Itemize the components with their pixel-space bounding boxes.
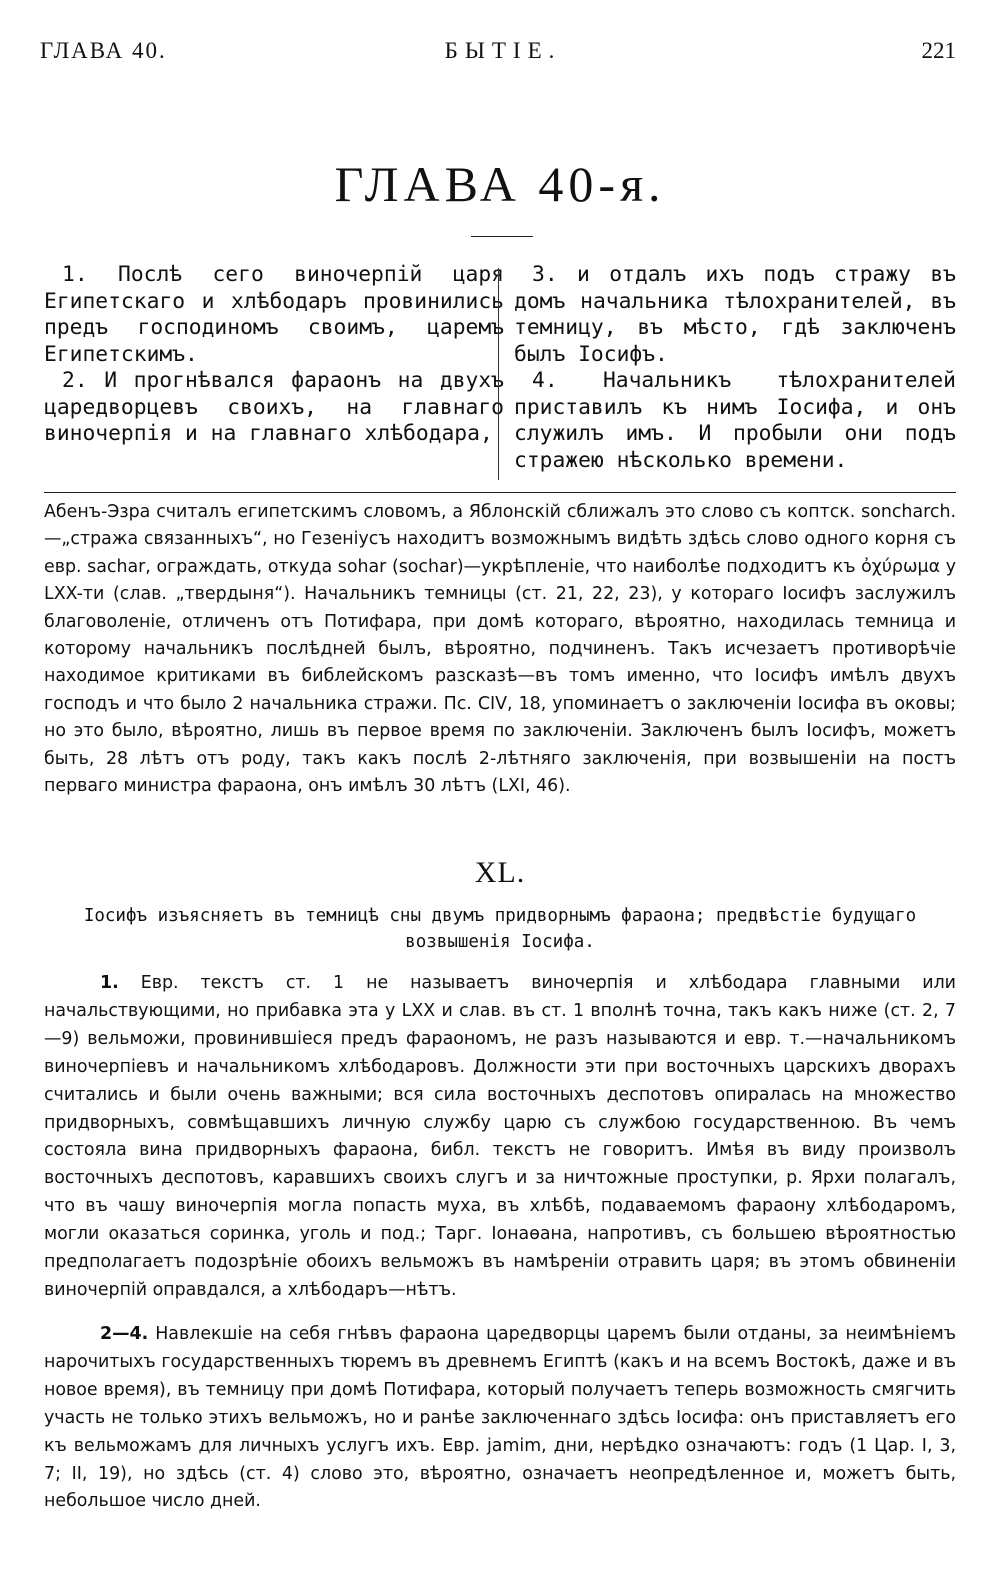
section-numeral: XL. <box>474 856 526 889</box>
verse-columns <box>44 262 956 484</box>
verse-4: 4. Начальникъ тѣлохранителей приставилъ къ нимъ Іосифа, и онъ служилъ имъ. И пробыли они подъ стражею нѣсколько времени. <box>514 368 956 473</box>
commentary-paragraph <box>44 970 956 1305</box>
chapter-title: ГЛАВА 40-я. <box>334 156 666 212</box>
commentary-verse-label: 1. <box>100 973 119 993</box>
running-header-chapter: ГЛАВА 40. <box>40 38 167 63</box>
running-header <box>40 38 956 72</box>
commentary-paragraph <box>44 1321 956 1516</box>
column-divider <box>498 268 499 480</box>
running-header-book: БЫТІЕ. <box>444 38 562 63</box>
verse-column-left <box>44 262 504 448</box>
verse-2: 2. И прогнѣвался фараонъ на двухъ царедворцевъ своихъ, на главнаго виночерпія и на главнаго хлѣбодара, <box>44 368 504 446</box>
section-summary: Іосифъ изъясняетъ въ темницѣ сны двумъ придворнымъ фараона; предвѣстіе будущаго возвышенія Іосифа. <box>83 906 917 952</box>
commentary-verse-label: 2—4. <box>100 1324 149 1344</box>
verses-rule <box>44 492 956 493</box>
title-rule <box>471 236 533 237</box>
verse-column-right <box>514 262 956 474</box>
commentary-text: Навлекшіе на себя гнѣвъ фараона царедворцы царемъ были отданы, за неимѣніемъ нарочитыхъ государственныхъ тюремъ въ древнемъ Египтѣ (какъ и на всемъ Востокѣ, даже и въ новое время), въ темницу при домѣ Потифара, который получаетъ теперь возможность смягчить участь не только этихъ вельможъ, но и ранѣе заключеннаго здѣсь Іосифа: онъ приставляетъ его къ вельможамъ для личныхъ услугъ ихъ. Евр. jamim, дни, нерѣдко означаютъ: годъ (1 Цар. I, 3, 7; II, 19), но здѣсь (ст. 4) слово это, вѣроятно, означаетъ неопредѣленное и, можетъ быть, небольшое число дней. <box>44 1324 956 1512</box>
page-number: 221 <box>921 38 956 63</box>
commentary-text: Евр. текстъ ст. 1 не называетъ виночерпія и хлѣбодара главными или начальствующими, но прибавка эта у LXX и слав. въ ст. 1 вполнѣ точна, такъ какъ ниже (ст. 2, 7—9) вельможи, провинившіеся предъ фараономъ, не разъ называются и евр. т.—начальникомъ виночерпіевъ и начальникомъ хлѣбодаровъ. Должности эти при восточныхъ царскихъ дворахъ считались и были очень важными; вся сила восточныхъ деспотовъ опиралась на множество придворныхъ, совмѣщавшихъ личную службу царю съ службою государственною. Въ чемъ состояла вина придворныхъ фараона, библ. текстъ не говоритъ. Имѣя въ виду произволъ восточныхъ деспотовъ, каравшихъ своихъ слугъ и за ничтожные проступки, р. Ярхи полагалъ, что въ чашу виночерпія могла попасть муха, въ хлѣбѣ, подаваемомъ фараону хлѣбодаромъ, могли оказаться соринка, уголь и под.; Тарг. Іонаѳана, напротивъ, съ большею вѣроятностью предполагаетъ подозрѣніе обоихъ вельможъ въ намѣреніи отравить царя; въ этомъ обвиненіи виночерпій оправдался, а хлѣбодаръ—нѣтъ. <box>44 973 956 1300</box>
verse-3: 3. и отдалъ ихъ подъ стражу въ домъ начальника тѣлохранителей, въ темницу, въ мѣсто, гдѣ заключенъ былъ Іосифъ. <box>514 262 956 367</box>
verse-1: 1. Послѣ сего виночерпій царя Египетскаго и хлѣбодаръ провинились предъ господиномъ своимъ, царемъ Египетскимъ. <box>44 262 504 367</box>
textual-note: Абенъ-Эзра считалъ египетскимъ словомъ, а Яблонскій сближалъ это слово съ коптск. soncharch.—„стража связанныхъ“, но Гезеніусъ находитъ возможнымъ видѣть здѣсь слово одного корня съ евр. sachar, ограждать, откуда sohar (sochar)—укрѣпленіе, что наиболѣе подходитъ къ ὀχύρωμα у LXX-ти (слав. „твердыня“). Начальникъ темницы (ст. 21, 22, 23), у котораго Іосифъ заслужилъ благоволеніе, отличенъ отъ Потифара, при домѣ котораго, вѣроятно, находилась темница и которому начальникъ послѣдней былъ, вѣроятно, подчиненъ. Такъ исчезаетъ противорѣчіе находимое критиками въ библейскомъ разсказѣ—въ томъ именно, что Іосифъ имѣлъ двухъ господъ и что было 2 начальника стражи. Пс. CIV, 18, упоминаетъ о заключеніи Іосифа въ оковы; но это было, вѣроятно, лишь въ первое время по заключеніи. Заключенъ былъ Іосифъ, можетъ быть, 28 лѣтъ отъ роду, такъ какъ послѣ 2-лѣтняго заключенія, при возвышеніи на постъ перваго министра фараона, онъ имѣлъ 30 лѣтъ (LXI, 46). <box>44 502 956 797</box>
